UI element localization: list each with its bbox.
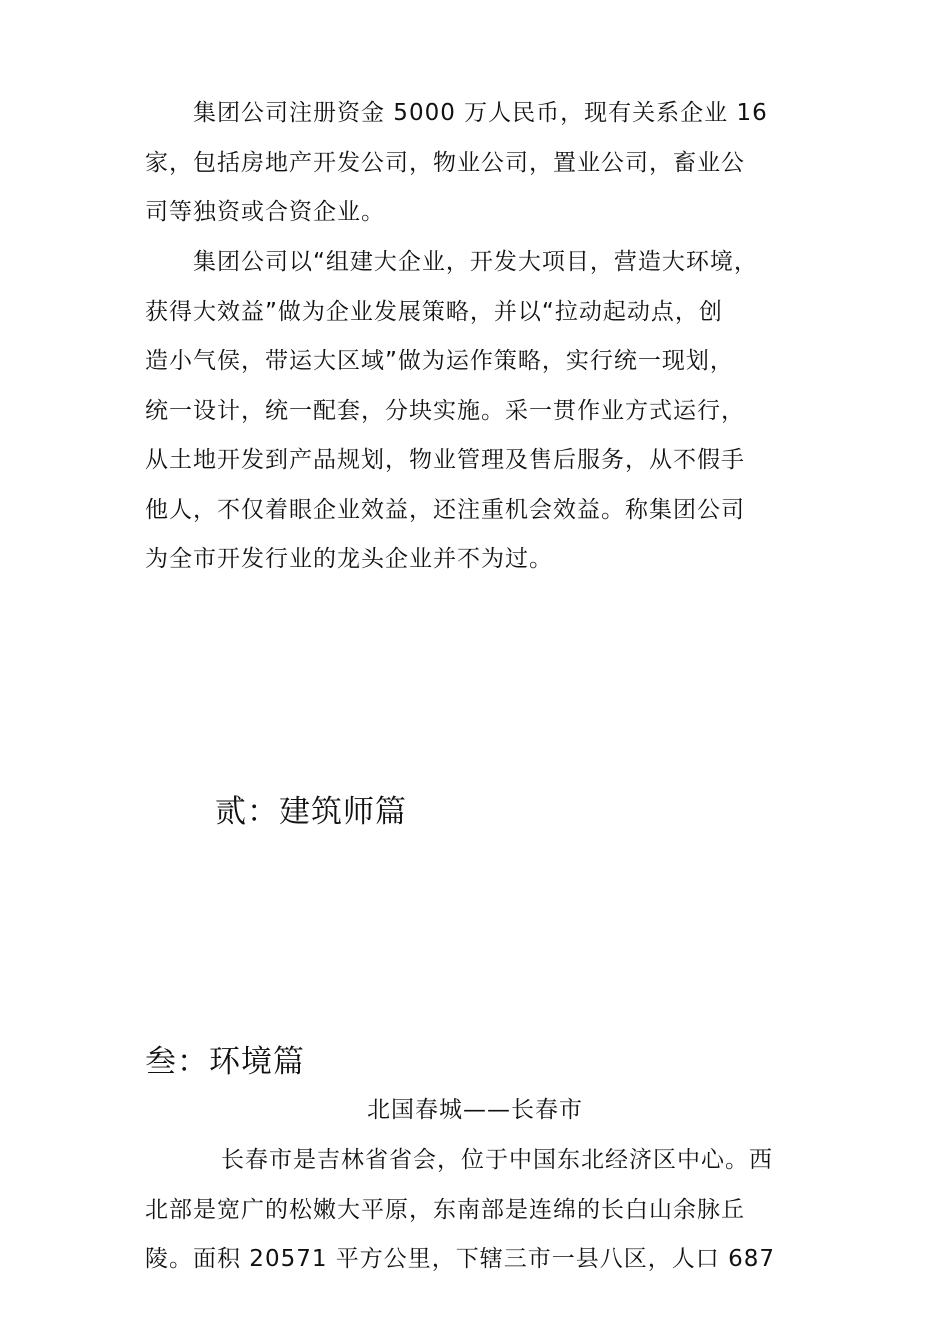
text-line: 他人，不仅着眼企业效益，还注重机会效益。称集团公司 — [145, 496, 745, 523]
intro-paragraph-1 — [145, 89, 820, 238]
text-line: 长春市是吉林省省会，位于中国东北经济区中心。西 — [221, 1147, 773, 1173]
intro-paragraph-2 — [145, 238, 820, 585]
text-line: 司等独资或合资企业。 — [145, 199, 385, 225]
text-line: 家，包括房地产开发公司，物业公司，置业公司，畜业公 — [145, 149, 745, 176]
text-line: 集团公司注册资金 5000 万人民币，现有关系企业 16 — [193, 100, 768, 126]
section-2-title: 贰：建筑师篇 — [215, 794, 407, 830]
text-line: 为全市开发行业的龙头企业并不为过。 — [145, 546, 553, 572]
text-line: 造小气侯，带运大区域”做为运作策略，实行统一现划， — [145, 348, 734, 374]
text-line: 陵。面积 20571 平方公里，下辖三市一县八区，人口 687 — [145, 1246, 775, 1272]
section-3-title: 叁：环境篇 — [145, 1044, 305, 1080]
text-line: 统一设计，统一配套，分块实施。采一贯作业方式运行， — [145, 397, 745, 424]
text-line: 集团公司以“组建大企业，开发大项目，营造大环境， — [193, 249, 758, 275]
text-line: 获得大效益”做为企业发展策略，并以“拉动起动点，创 — [145, 298, 723, 325]
section-3-subtitle: 北国春城——长春市 — [367, 1097, 583, 1123]
text-line: 从土地开发到产品规划，物业管理及售后服务，从不假手 — [145, 447, 745, 473]
text-line: 北部是宽广的松嫩大平原，东南部是连绵的长白山余脉丘 — [145, 1196, 745, 1223]
section-3-paragraph — [145, 1136, 820, 1285]
